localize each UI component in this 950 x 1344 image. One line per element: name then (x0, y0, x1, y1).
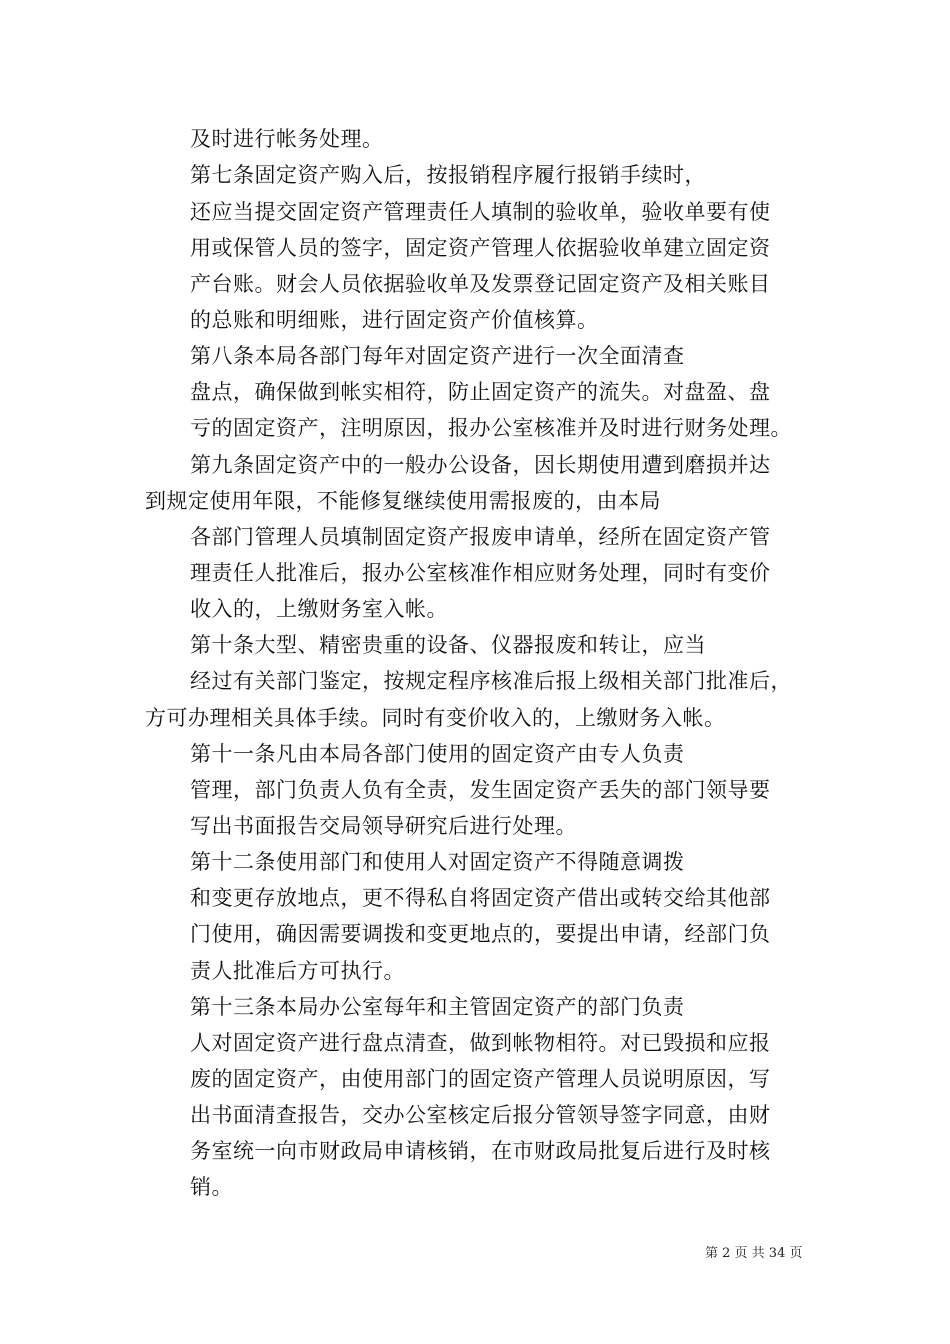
text-line: 人对固定资产进行盘点清查，做到帐物相符。对已毁损和应报 (190, 1031, 771, 1055)
text-line: 第七条固定资产购入后，按报销程序履行报销手续时， (190, 163, 706, 187)
text-line: 经过有关部门鉴定，按规定程序核准后报上级相关部门批准后， (190, 669, 792, 693)
text-line: 的总账和明细账，进行固定资产价值核算。 (190, 308, 599, 332)
text-line: 盘点，确保做到帐实相符，防止固定资产的流失。对盘盈、盘 (190, 380, 771, 404)
text-line: 亏的固定资产，注明原因，报办公室核准并及时进行财务处理。 (190, 416, 792, 440)
text-line: 责人批准后方可执行。 (190, 959, 405, 983)
text-line: 第十一条凡由本局各部门使用的固定资产由专人负责 (190, 742, 685, 766)
text-line: 第十二条使用部门和使用人对固定资产不得随意调拨 (190, 850, 685, 874)
text-line: 第九条固定资产中的一般办公设备，因长期使用遭到磨损并达 (190, 453, 771, 477)
text-line: 和变更存放地点，更不得私自将固定资产借出或转交给其他部 (190, 886, 771, 910)
text-line: 产台账。财会人员依据验收单及发票登记固定资产及相关账目 (190, 272, 771, 296)
text-line: 写出书面报告交局领导研究后进行处理。 (190, 814, 577, 838)
text-line: 出书面清查报告，交办公室核定后报分管领导签字同意，由财 (190, 1103, 771, 1127)
text-line: 收入的，上缴财务室入帐。 (190, 597, 448, 621)
text-line: 到规定使用年限，不能修复继续使用需报废的，由本局 (145, 489, 661, 513)
text-line: 方可办理相关具体手续。同时有变价收入的，上缴财务入帐。 (145, 706, 726, 730)
text-line: 用或保管人员的签字，固定资产管理人依据验收单建立固定资 (190, 236, 771, 260)
text-line: 第十三条本局办公室每年和主管固定资产的部门负责 (190, 995, 685, 1019)
text-line: 理责任人批准后，报办公室核准作相应财务处理，同时有变价 (190, 561, 771, 585)
text-line: 及时进行帐务处理。 (190, 127, 384, 151)
text-line: 还应当提交固定资产管理责任人填制的验收单，验收单要有使 (190, 200, 771, 224)
text-line: 各部门管理人员填制固定资产报废申请单，经所在固定资产管 (190, 525, 771, 549)
text-line: 务室统一向市财政局申请核销，在市财政局批复后进行及时核 (190, 1139, 771, 1163)
text-line: 管理，部门负责人负有全责，发生固定资产丢失的部门领导要 (190, 778, 771, 802)
text-line: 门使用，确因需要调拨和变更地点的，要提出申请，经部门负 (190, 922, 771, 946)
text-line: 第八条本局各部门每年对固定资产进行一次全面清查 (190, 344, 685, 368)
text-line: 第十条大型、精密贵重的设备、仪器报废和转让，应当 (190, 633, 706, 657)
text-line: 废的固定资产，由使用部门的固定资产管理人员说明原因，写 (190, 1067, 771, 1091)
page-number: 第 2 页 共 34 页 (705, 1246, 803, 1261)
text-line: 销。 (190, 1175, 233, 1199)
